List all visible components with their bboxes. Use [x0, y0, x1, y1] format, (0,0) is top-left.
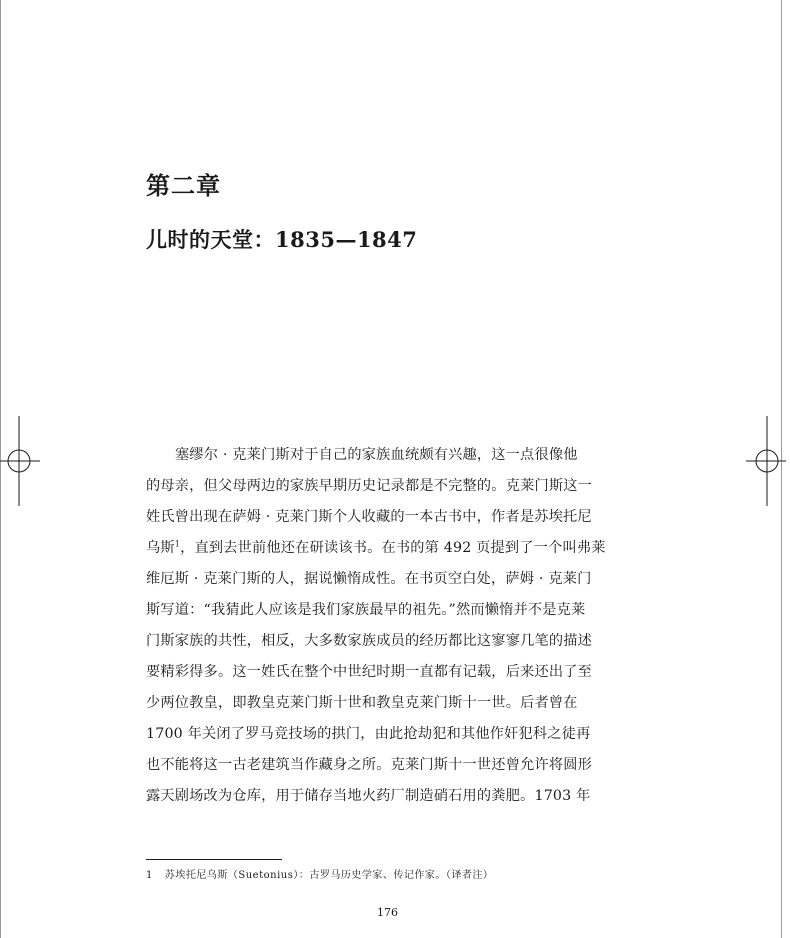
body-line: 维厄斯 · 克莱门斯的人，据说懒惰成性。在书页空白处，萨姆 · 克莱门: [146, 571, 592, 587]
footnote: [146, 866, 493, 881]
body-line: 要精彩得多。这一姓氏在整个中世纪时期一直都有记载，后来还出了至: [146, 664, 593, 680]
body-line: 少两位教皇，即教皇克莱门斯十世和教皇克莱门斯十一世。后者曾在: [146, 695, 578, 711]
chapter-title: 儿时的天堂：1835—1847: [146, 227, 418, 252]
body-line-with-footnote: [146, 533, 616, 564]
body-line: 塞缪尔 · 克莱门斯对于自己的家族血统颇有兴趣，这一点很像他: [175, 447, 578, 463]
body-line-start: 乌斯: [146, 540, 175, 556]
crop-mark-right-icon: [746, 416, 786, 506]
footnote-divider: [146, 859, 282, 860]
body-line: 露天剧场改为仓库，用于储存当地火药厂制造硝石用的粪肥。1703 年: [146, 788, 591, 804]
body-line: 姓氏曾出现在萨姆 · 克莱门斯个人收藏的一本古书中，作者是苏埃托尼: [146, 509, 592, 525]
page-number: 176: [377, 906, 398, 919]
crop-mark-left-icon: [0, 416, 40, 506]
body-line: 的母亲，但父母两边的家族早期历史记录都是不完整的。克莱门斯这一: [146, 478, 593, 494]
body-line: 1700 年关闭了罗马竞技场的拱门，由此抢劫犯和其他作奸犯科之徒再: [146, 726, 591, 742]
body-line-rest: ，直到去世前他还在研读该书。在书的第 492 页提到了一个叫弗莱: [180, 540, 606, 556]
footnote-number: 1: [146, 870, 153, 881]
footnote-text: 苏埃托尼乌斯（Suetonius）：古罗马历史学家、传记作家。（译者注）: [164, 870, 494, 881]
footnote-reference[interactable]: 1: [174, 539, 181, 549]
chapter-label: 第二章: [146, 171, 221, 200]
body-paragraph: [146, 440, 616, 812]
body-line: 门斯家族的共性，相反，大多数家族成员的经历都比这寥寥几笔的描述: [146, 633, 593, 649]
body-line: 斯写道：“我猜此人应该是我们家族最早的祖先。”然而懒惰并不是克莱: [146, 602, 586, 618]
body-line: 也不能将这一古老建筑当作藏身之所。克莱门斯十一世还曾允许将圆形: [146, 757, 593, 773]
